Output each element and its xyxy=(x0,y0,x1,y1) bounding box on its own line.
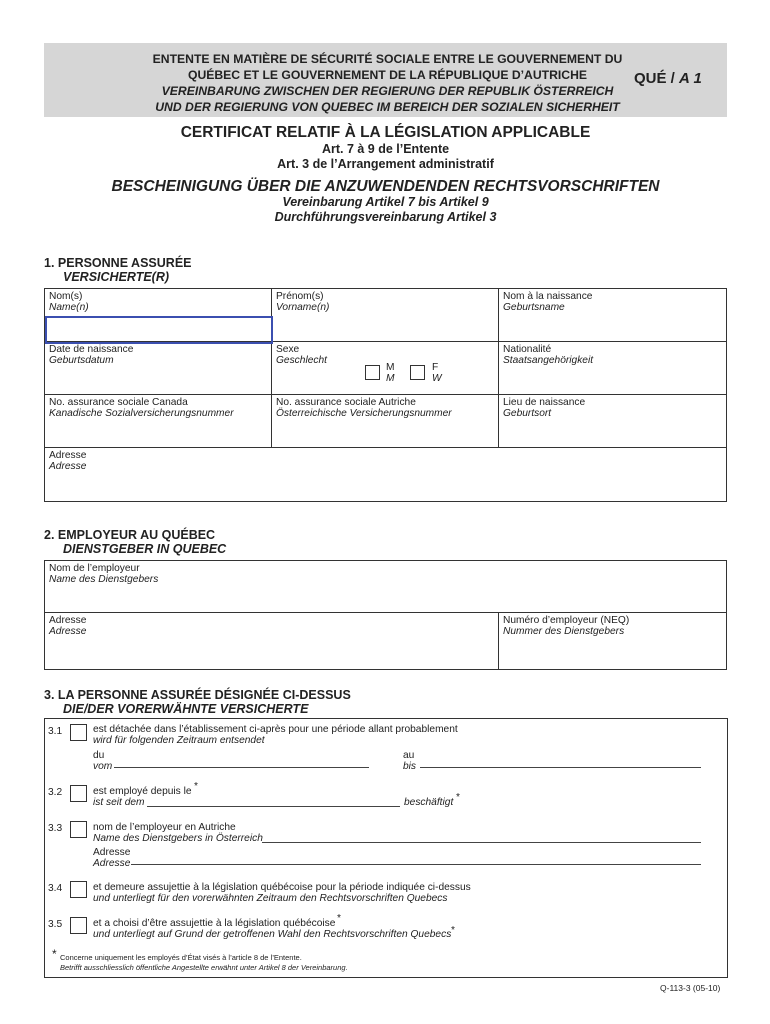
option-3-3-number: 3.3 xyxy=(48,823,63,834)
field-adresse[interactable]: Adresse Adresse xyxy=(45,448,727,502)
footnote-text: Concerne uniquement les employés d’État visés à l’article 8 de l’Entente. Betrifft ausschliesslich öffentliche Angestellte erwähnt unter Artikel 8 der Vereinbarung. xyxy=(60,953,348,972)
option-3-5-checkbox[interactable] xyxy=(70,917,87,934)
option-3-5-star-de: * xyxy=(451,925,455,936)
sexe-f-label: F W xyxy=(432,362,442,384)
field-sexe: Sexe Geschlecht M M F W xyxy=(272,342,499,395)
field-nom-naissance[interactable]: Nom à la naissance Geburtsname xyxy=(499,289,727,342)
sexe-m-label: M M xyxy=(386,362,395,384)
field-date-naissance[interactable]: Date de naissance Geburtsdatum xyxy=(45,342,272,395)
section-1-heading-de: VERSICHERTE(R) xyxy=(63,270,170,284)
option-3-2-number: 3.2 xyxy=(48,787,63,798)
du-label: du vom xyxy=(93,750,113,772)
form-footer-code: Q-113-3 (05-10) xyxy=(660,983,721,993)
section-2-heading xyxy=(44,528,226,556)
title-de-art2: Durchführungsvereinbarung Artikel 3 xyxy=(274,210,497,224)
field-adresse-employeur[interactable]: Adresse Adresse xyxy=(45,613,499,670)
beschaeftigt-star: * xyxy=(456,792,460,803)
option-3-4-checkbox[interactable] xyxy=(70,881,87,898)
section-1-heading-fr: 1. PERSONNE ASSURÉE xyxy=(44,256,192,270)
beschaeftigt-label: beschäftigt xyxy=(404,797,454,808)
title-fr-art2: Art. 3 de l’Arrangement administratif xyxy=(277,157,494,171)
option-3-3-adresse-label: Adresse Adresse xyxy=(93,847,131,869)
header-line-4: UND DER REGIERUNG VON QUEBEC IM BEREICH DER SOZIALEN SICHERHEIT xyxy=(155,100,620,114)
option-3-2-checkbox[interactable] xyxy=(70,785,87,802)
section-1-heading xyxy=(44,256,192,284)
adresse-autriche-input[interactable] xyxy=(131,864,701,865)
section-3-heading xyxy=(44,688,351,716)
section-2-heading-fr: 2. EMPLOYEUR AU QUÉBEC xyxy=(44,528,216,542)
option-3-2-text: est employé depuis le ist seit dem xyxy=(93,786,192,808)
title-fr-art1: Art. 7 à 9 de l’Entente xyxy=(321,142,450,156)
form-code-number: A 1 xyxy=(679,70,702,87)
form-code-prefix: QUÉ / xyxy=(634,70,675,87)
option-3-4-text: et demeure assujettie à la législation québécoise pour la période indiquée ci-dessus und unterliegt für den vorerwähnten Zeitraum den Rechtsvorschriften Quebecs xyxy=(93,882,471,904)
title-de: BESCHEINIGUNG ÜBER DIE ANZUWENDENDEN RECHTSVORSCHRIFTEN xyxy=(111,178,660,195)
field-nom-employeur[interactable]: Nom de l’employeur Name des Dienstgebers xyxy=(45,561,727,613)
section-2-table xyxy=(44,560,727,670)
section-3-heading-fr: 3. LA PERSONNE ASSURÉE DÉSIGNÉE CI-DESSUS xyxy=(44,688,351,702)
header-line-3: VEREINBARUNG ZWISCHEN DER REGIERUNG DER REPUBLIK ÖSTERREICH xyxy=(161,84,614,98)
option-3-5-number: 3.5 xyxy=(48,919,63,930)
field-nas-autriche[interactable]: No. assurance sociale Autriche Österreichische Versicherungsnummer xyxy=(272,395,499,448)
field-prenom[interactable]: Prénom(s) Vorname(n) xyxy=(272,289,499,342)
nom-input-focus[interactable] xyxy=(45,316,273,344)
option-3-4-number: 3.4 xyxy=(48,883,63,894)
au-label: au bis xyxy=(403,750,417,772)
title-fr: CERTIFICAT RELATIF À LA LÉGISLATION APPLICABLE xyxy=(180,124,591,141)
option-3-3-text: nom de l’employeur en Autriche Name des Dienstgebers in Österreich xyxy=(93,822,263,844)
option-3-2-star: * xyxy=(194,781,198,792)
footnote-star: * xyxy=(52,947,57,961)
option-3-5-text: et a choisi d’être assujettie à la législation québécoise und unterliegt auf Grund der getroffenen Wahl den Rechtsvorschriften Quebecs xyxy=(93,918,452,940)
field-nationalite[interactable]: Nationalité Staatsangehörigkeit xyxy=(499,342,727,395)
header-line-1: ENTENTE EN MATIÈRE DE SÉCURITÉ SOCIALE ENTRE LE GOUVERNEMENT DU xyxy=(152,52,623,66)
au-input[interactable] xyxy=(420,767,701,768)
option-3-1-text: est détachée dans l’établissement ci-après pour une période allant probablement wird für folgenden Zeitraum entsendet xyxy=(93,724,458,746)
option-3-1-checkbox[interactable] xyxy=(70,724,87,741)
field-lieu-naissance[interactable]: Lieu de naissance Geburtsort xyxy=(499,395,727,448)
option-3-5-star-fr: * xyxy=(337,913,341,924)
field-nom[interactable]: Nom(s) Name(n) xyxy=(45,289,272,342)
option-3-1-number: 3.1 xyxy=(48,726,63,737)
field-neq[interactable]: Numéro d’employeur (NEQ) Nummer des Dienstgebers xyxy=(499,613,727,670)
header-line-2: QUÉBEC ET LE GOUVERNEMENT DE LA RÉPUBLIQUE D’AUTRICHE xyxy=(187,68,588,82)
sexe-f-checkbox[interactable] xyxy=(410,365,425,380)
du-input[interactable] xyxy=(114,767,369,768)
option-3-3-checkbox[interactable] xyxy=(70,821,87,838)
nom-employeur-autriche-input[interactable] xyxy=(262,842,701,843)
employe-depuis-input[interactable] xyxy=(147,806,400,807)
field-nas-canada[interactable]: No. assurance sociale Canada Kanadische Sozialversicherungsnummer xyxy=(45,395,272,448)
title-de-art1: Vereinbarung Artikel 7 bis Artikel 9 xyxy=(282,195,489,209)
form-code xyxy=(634,70,702,87)
section-2-heading-de: DIENSTGEBER IN QUEBEC xyxy=(63,542,227,556)
sexe-m-checkbox[interactable] xyxy=(365,365,380,380)
section-3-heading-de: DIE/DER VORERWÄHNTE VERSICHERTE xyxy=(63,702,309,716)
